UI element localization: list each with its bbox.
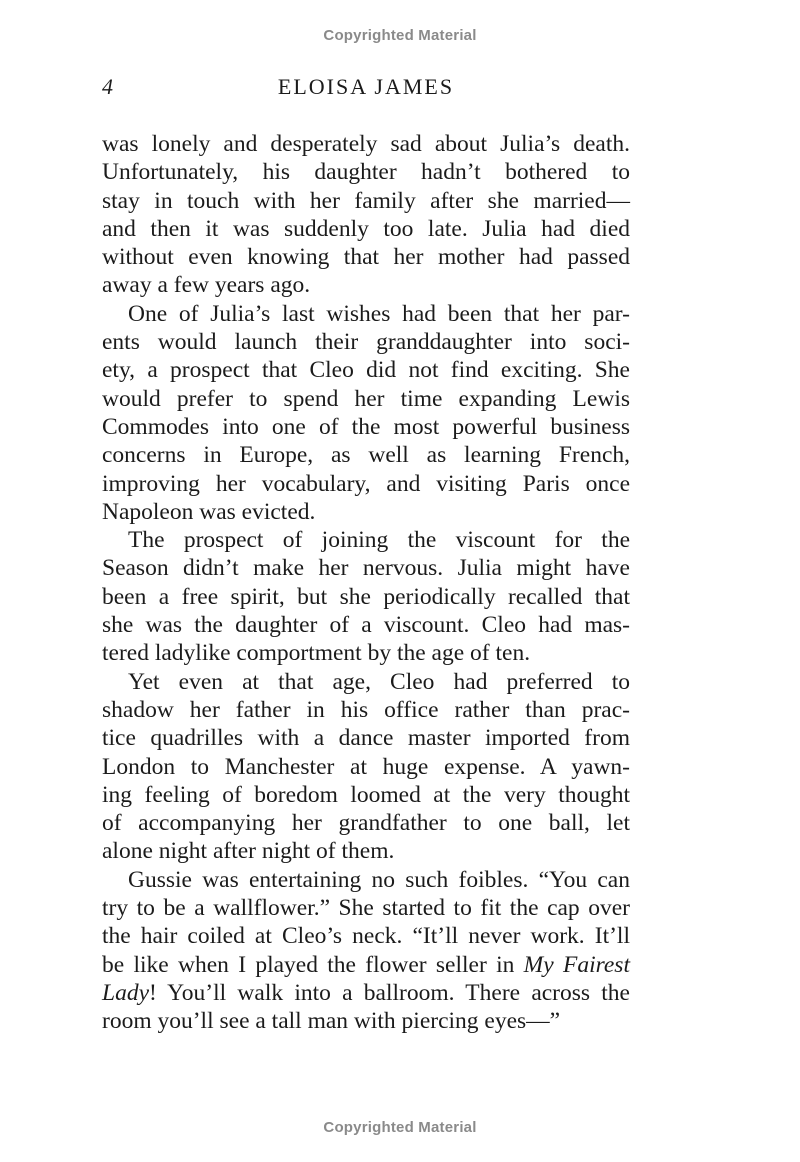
- text-line: would prefer to spend her time expanding Lewis: [102, 385, 630, 412]
- page-number: 4: [102, 74, 113, 99]
- play-title-italic: Lady: [102, 979, 149, 1006]
- text-line: she was the daughter of a viscount. Cleo had mas-: [102, 612, 630, 639]
- text-line: [102, 951, 630, 979]
- text-line: One of Julia’s last wishes had been that her par-: [128, 300, 630, 327]
- text-line: ents would launch their granddaughter into soci-: [102, 329, 630, 356]
- text-line: stay in touch with her family after she married—: [102, 187, 630, 214]
- text-line: alone night after night of them.: [102, 838, 395, 865]
- text-line: The prospect of joining the viscount for the: [128, 527, 630, 554]
- running-head-author: ELOISA JAMES: [277, 74, 455, 99]
- copyright-watermark-bottom: Copyrighted Material: [323, 1119, 477, 1136]
- text-segment: be like when I played the flower seller in: [102, 951, 524, 978]
- paragraph-2: [102, 300, 630, 526]
- text-line: away a few years ago.: [102, 272, 311, 299]
- text-line: Yet even at that age, Cleo had preferred to: [128, 668, 630, 695]
- text-line: concerns in Europe, as well as learning French,: [102, 442, 630, 469]
- paragraph-3: [102, 526, 630, 667]
- text-line: improving her vocabulary, and visiting Paris once: [102, 470, 630, 497]
- body-text: [102, 130, 630, 1036]
- text-line: try to be a wallflower.” She started to fit the cap over: [102, 895, 630, 922]
- paragraph-1: [102, 130, 630, 300]
- text-line: [102, 979, 630, 1007]
- text-line: and then it was suddenly too late. Julia had died: [102, 215, 630, 242]
- text-line: tered ladylike comportment by the age of ten.: [102, 640, 531, 667]
- paragraph-4: [102, 668, 630, 866]
- text-line: shadow her father in his office rather than prac-: [102, 696, 630, 723]
- text-line: Napoleon was evicted.: [102, 498, 316, 525]
- text-segment: ! You’ll walk into a ballroom. There across the: [149, 979, 630, 1006]
- text-line: ing feeling of boredom loomed at the very thought: [102, 781, 630, 808]
- text-line: the hair coiled at Cleo’s neck. “It’ll never work. It’ll: [102, 923, 630, 950]
- text-line: been a free spirit, but she periodically recalled that: [102, 583, 630, 610]
- paragraph-5: [102, 866, 630, 1036]
- text-line: of accompanying her grandfather to one ball, let: [102, 810, 630, 837]
- text-line: was lonely and desperately sad about Julia’s death.: [102, 131, 630, 157]
- play-title-italic: My Fairest: [523, 951, 630, 978]
- text-line: London to Manchester at huge expense. A yawn-: [102, 753, 630, 780]
- text-line: Unfortunately, his daughter hadn’t bothered to: [102, 159, 630, 186]
- text-line: without even knowing that her mother had passed: [102, 244, 630, 271]
- copyright-watermark-top: Copyrighted Material: [323, 27, 477, 44]
- text-line: tice quadrilles with a dance master imported from: [102, 725, 630, 752]
- text-line: ety, a prospect that Cleo did not find exciting. She: [102, 357, 630, 384]
- text-line: room you’ll see a tall man with piercing eyes—”: [102, 1008, 561, 1035]
- text-line: Season didn’t make her nervous. Julia might have: [102, 555, 630, 582]
- running-head: [102, 74, 630, 104]
- text-line: Gussie was entertaining no such foibles. “You can: [128, 866, 630, 893]
- text-line: Commodes into one of the most powerful business: [102, 413, 630, 440]
